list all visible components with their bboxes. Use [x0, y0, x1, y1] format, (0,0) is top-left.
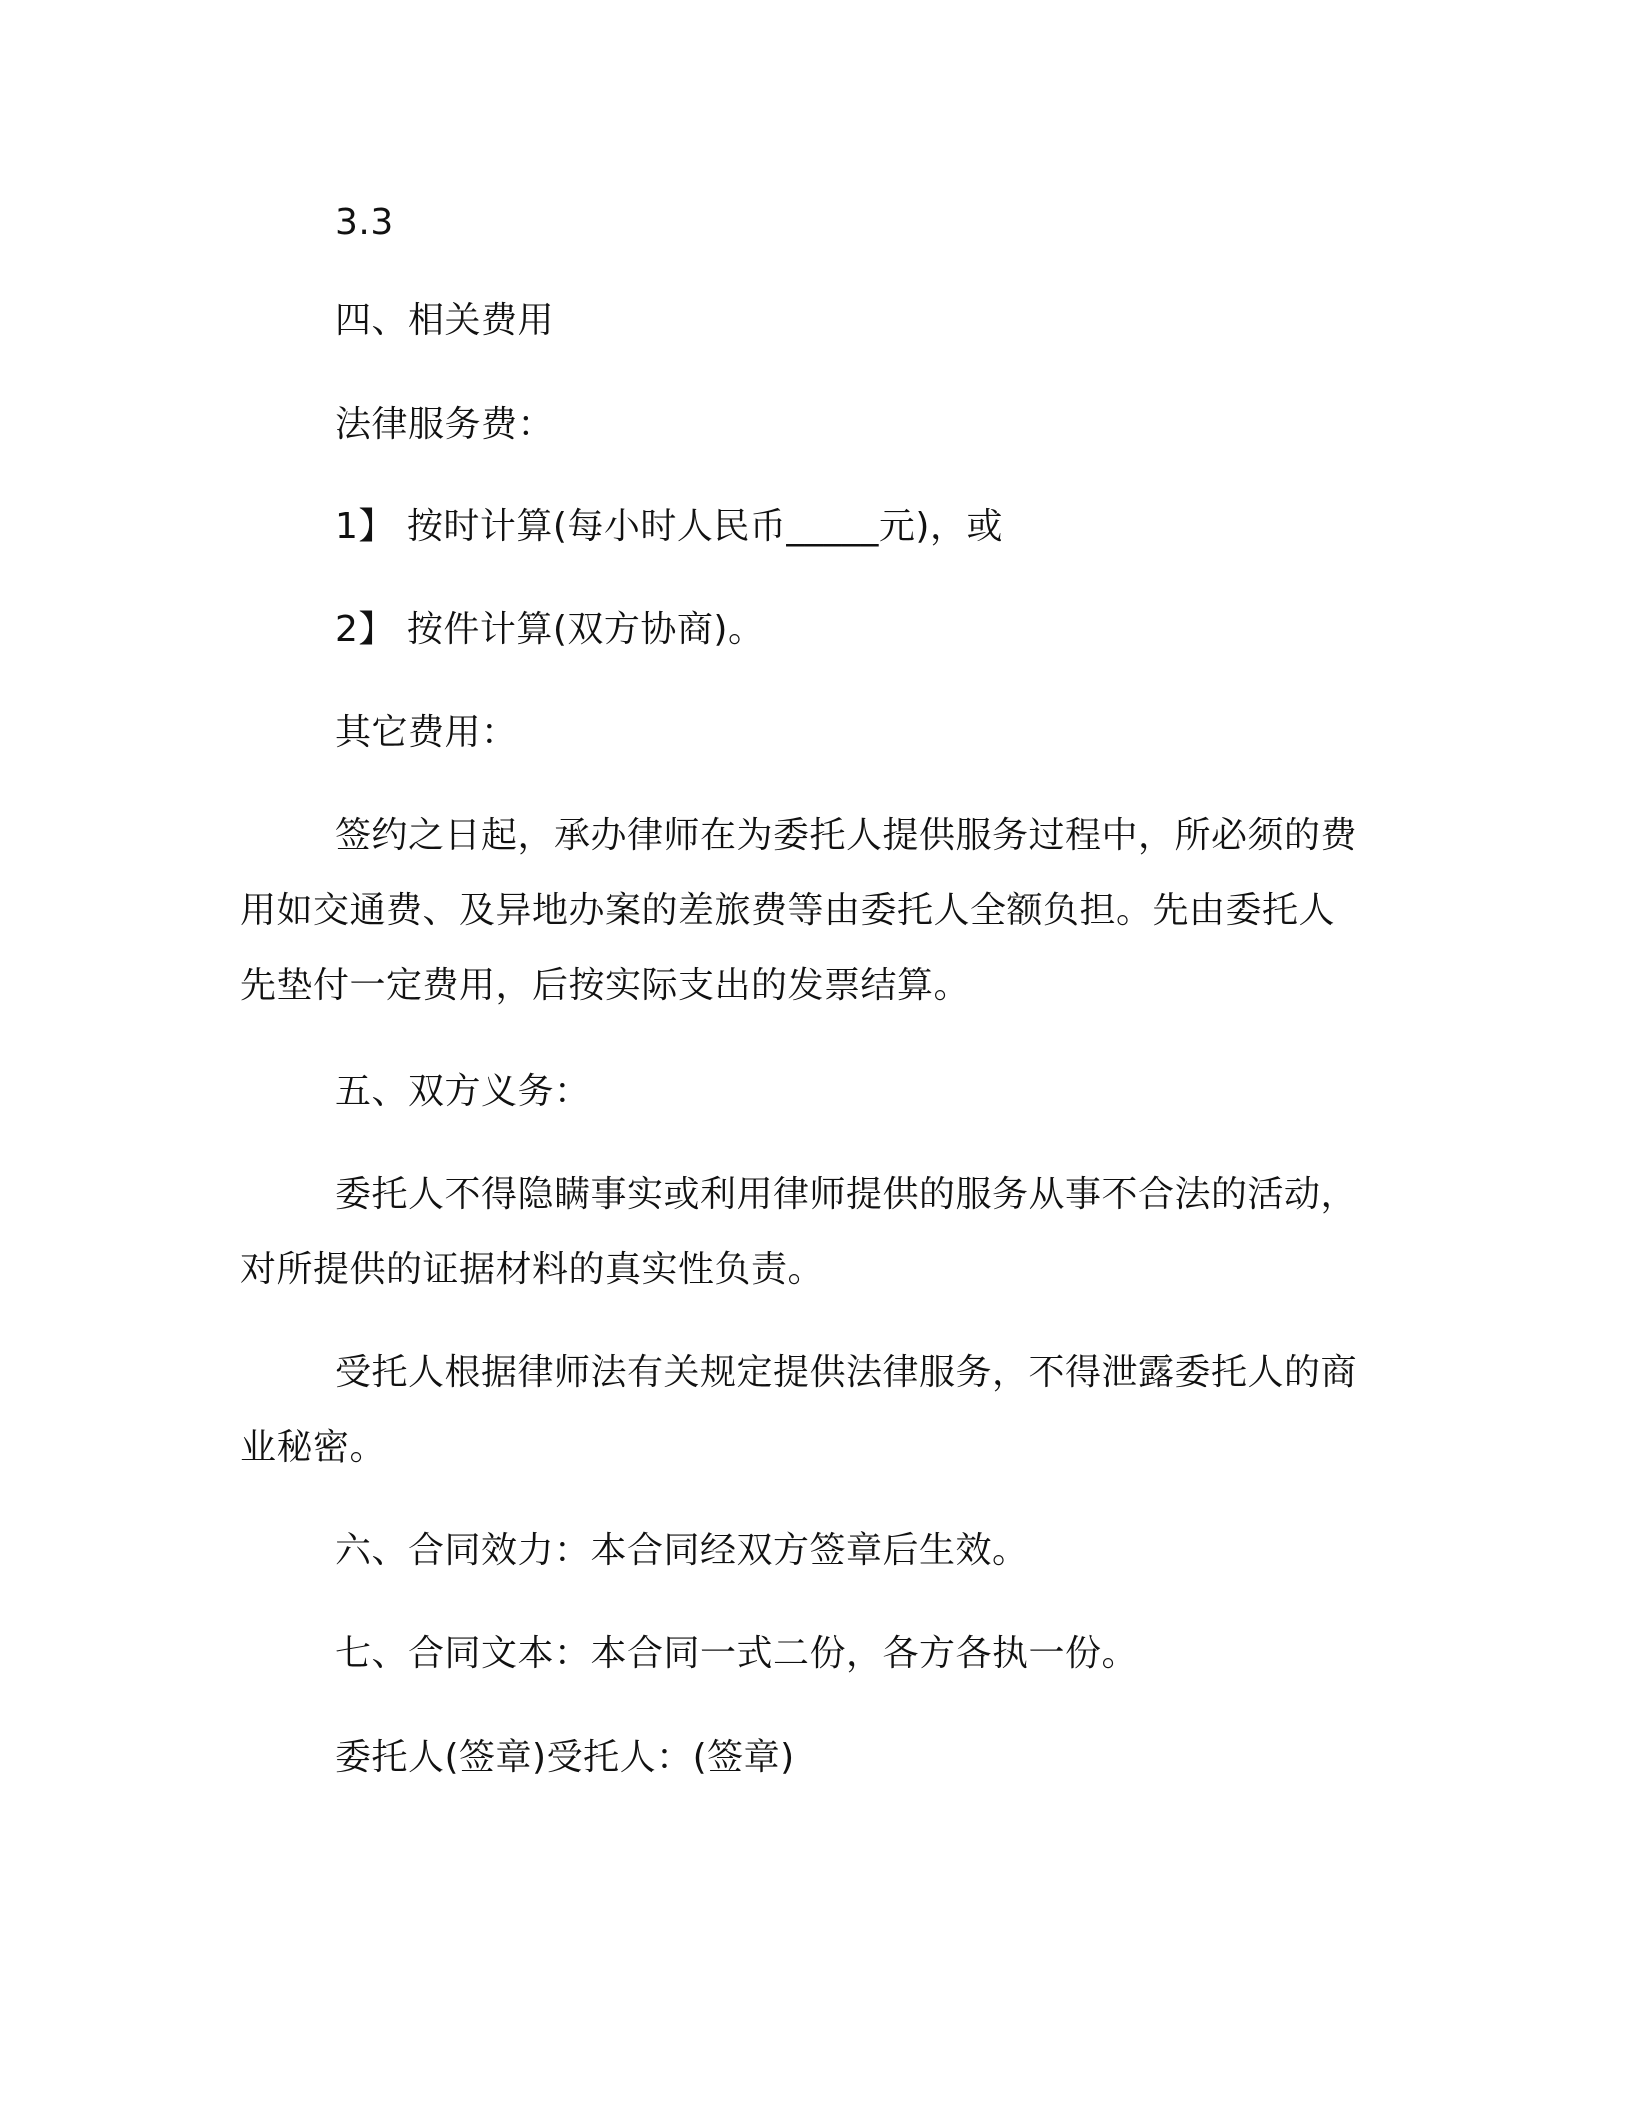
paragraph-line: 受托人根据律师法有关规定提供法律服务，不得泄露委托人的商 [335, 1352, 1358, 1393]
heading-contract-copies: 七、合同文本：本合同一式二份，各方各执一份。 [335, 1633, 1139, 1674]
fee-option-hourly: 1】 按时计算(每小时人民币_____元)，或 [335, 506, 1003, 547]
heading-obligations: 五、双方义务： [335, 1071, 591, 1112]
paragraph-line: 用如交通费、及异地办案的差旅费等由委托人全额负担。先由委托人 [240, 890, 1336, 931]
paragraph-line: 委托人不得隐瞒事实或利用律师提供的服务从事不合法的活动， [335, 1174, 1358, 1215]
paragraph-line: 业秘密。 [240, 1427, 387, 1468]
fee-option-per-case: 2】 按件计算(双方协商)。 [335, 609, 765, 650]
signature-line: 委托人(签章)受托人：(签章) [335, 1737, 795, 1778]
paragraph-line: 签约之日起，承办律师在为委托人提供服务过程中，所必须的费 [335, 815, 1358, 856]
heading-fees: 四、相关费用 [335, 300, 555, 341]
paragraph-line: 对所提供的证据材料的真实性负责。 [240, 1249, 825, 1290]
other-fees-label: 其它费用： [335, 712, 518, 753]
legal-service-fee-label: 法律服务费： [335, 404, 555, 445]
paragraph-line: 先垫付一定费用，后按实际支出的发票结算。 [240, 965, 971, 1006]
section-number: 3.3 [335, 202, 394, 243]
heading-contract-validity: 六、合同效力：本合同经双方签章后生效。 [335, 1530, 1029, 1571]
